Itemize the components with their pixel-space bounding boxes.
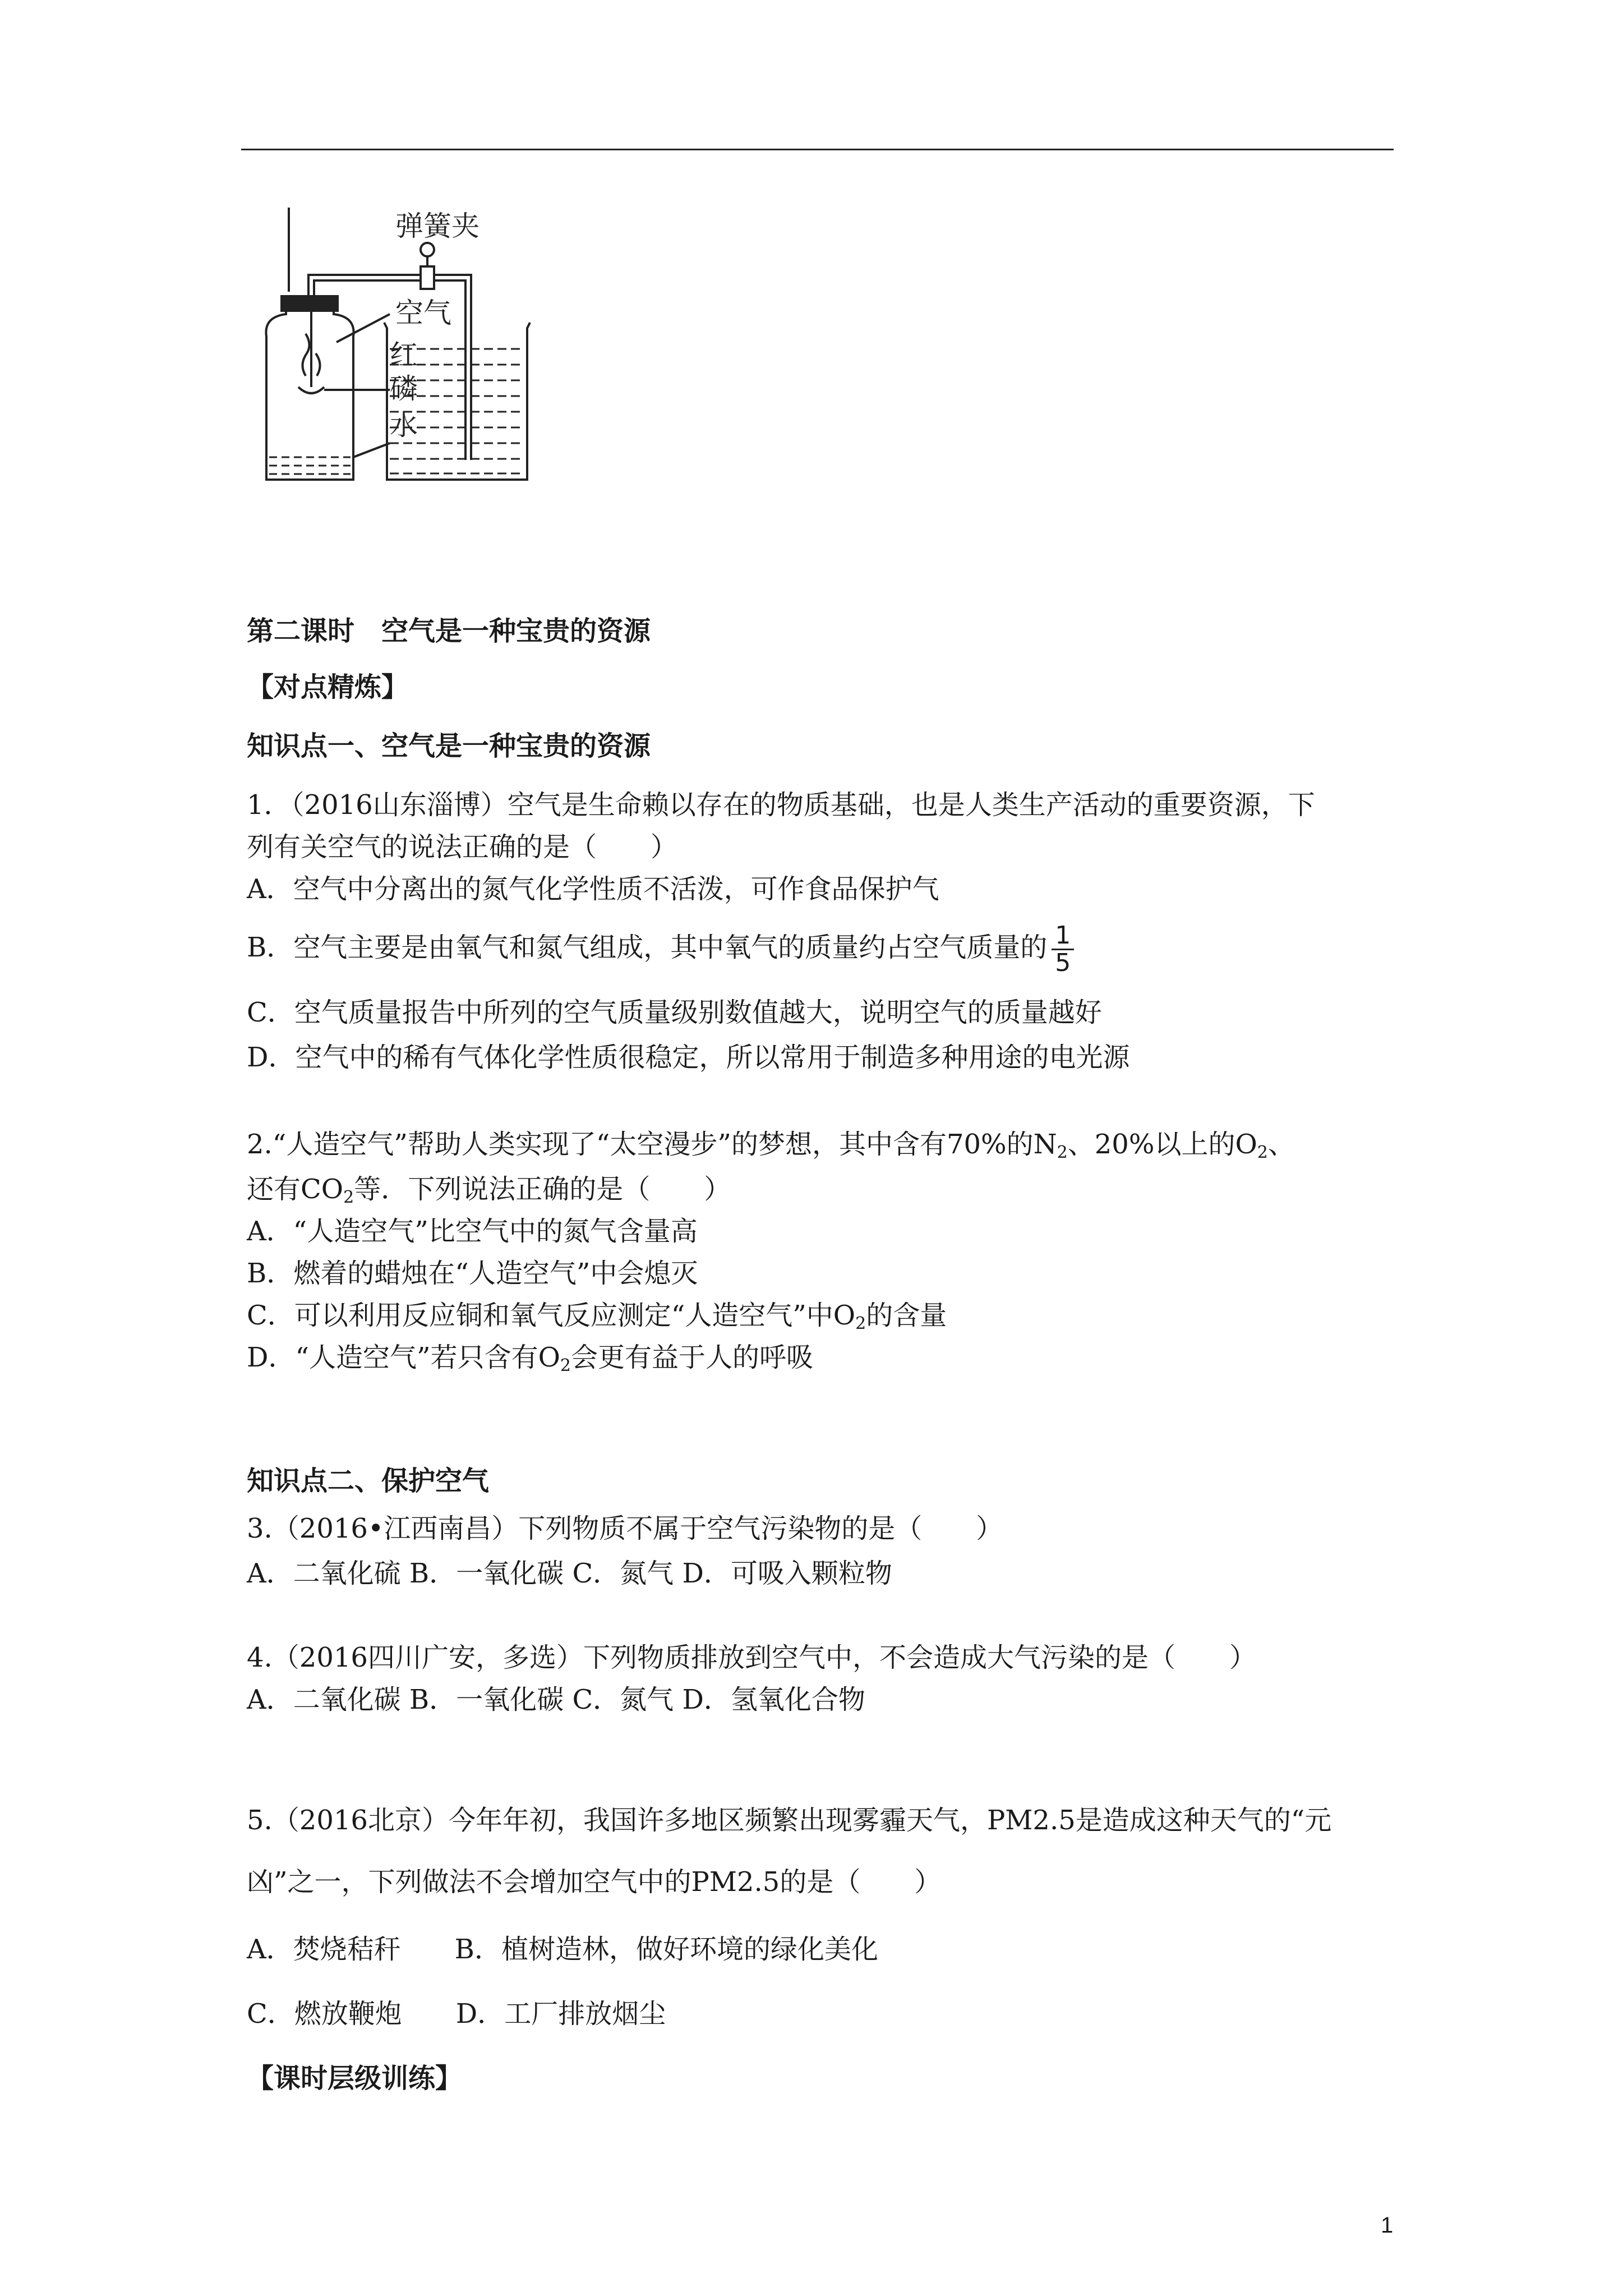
fraction-denominator: 5 bbox=[1055, 949, 1071, 977]
q2-stem-line1 bbox=[247, 1128, 1295, 1161]
q2-option-d-part-b: 会更有益于人的呼吸 bbox=[571, 1342, 814, 1373]
q1-option-a: A．空气中分离出的氮气化学性质不活泼，可作食品保护气 bbox=[247, 873, 939, 905]
q1-option-b bbox=[247, 923, 1074, 976]
q2-option-c-part-a: C．可以利用反应铜和氧气反应测定“人造空气”中O bbox=[247, 1300, 856, 1331]
apparatus-figure bbox=[247, 202, 561, 494]
q4-stem: 4.（2016四川广安，多选）下列物质排放到空气中，不会造成大气污染的是（ ） bbox=[247, 1642, 1256, 1673]
label-red-1: 红 bbox=[390, 339, 418, 371]
q2-option-d-part-a: D．“人造空气”若只含有O bbox=[247, 1342, 560, 1373]
label-red-2: 磷 bbox=[390, 372, 418, 405]
q3-stem: 3.（2016•江西南昌）下列物质不属于空气污染物的是（ ） bbox=[247, 1513, 1003, 1544]
subscript-2: 2 bbox=[343, 1188, 354, 1207]
q1-option-c: C．空气质量报告中所列的空气质量级别数值越大，说明空气的质量越好 bbox=[247, 997, 1102, 1028]
q5-options-ab: A．焚烧秸秆 B．植树造林，做好环境的绿化美化 bbox=[247, 1934, 878, 1965]
q1-stem-line2: 列有关空气的说法正确的是（ ） bbox=[247, 831, 678, 863]
page-number: 1 bbox=[1381, 2213, 1394, 2238]
subscript-2: 2 bbox=[560, 1356, 571, 1375]
label-spring-clip: 弹簧夹 bbox=[395, 210, 479, 242]
q2-stem1-part-a: 2.“人造空气”帮助人类实现了“太空漫步”的梦想，其中含有70%的N bbox=[247, 1129, 1057, 1160]
q2-option-c bbox=[247, 1299, 947, 1332]
q5-stem-line2: 凶”之一，下列做法不会增加空气中的PM2.5的是（ ） bbox=[247, 1866, 942, 1898]
section-title: 第二课时 空气是一种宝贵的资源 bbox=[247, 615, 651, 647]
q2-stem2-part-a: 还有CO bbox=[247, 1174, 344, 1205]
subscript-2: 2 bbox=[1257, 1143, 1268, 1162]
q4-options: A．二氧化碳 B．一氧化碳 C．氮气 D．氢氧化合物 bbox=[247, 1684, 865, 1715]
label-air: 空气 bbox=[395, 297, 451, 329]
q2-stem1-part-b: 、20%以上的O bbox=[1067, 1129, 1257, 1160]
q2-stem-line2 bbox=[247, 1172, 731, 1206]
q1-option-b-text: B．空气主要是由氧气和氮气组成，其中氧气的质量约占空气质量的 bbox=[247, 932, 1048, 963]
red-phosphorus-apparatus-diagram bbox=[247, 202, 561, 494]
q2-option-d bbox=[247, 1341, 813, 1374]
training-heading: 【课时层级训练】 bbox=[247, 2063, 463, 2094]
q5-stem-line1: 5.（2016北京）今年年初，我国许多地区频繁出现雾霾天气，PM2.5是造成这种天气的“元 bbox=[247, 1805, 1332, 1836]
label-water: 水 bbox=[390, 409, 418, 441]
q2-option-c-part-b: 的含量 bbox=[866, 1300, 947, 1331]
q2-stem2-part-b: 等．下列说法正确的是（ ） bbox=[354, 1174, 731, 1205]
knowledge-point-1: 知识点一、空气是一种宝贵的资源 bbox=[247, 730, 651, 762]
header-rule bbox=[241, 149, 1394, 150]
practice-heading: 【对点精炼】 bbox=[247, 671, 409, 703]
knowledge-point-2: 知识点二、保护空气 bbox=[247, 1465, 490, 1497]
fraction-numerator: 1 bbox=[1052, 923, 1074, 950]
subscript-2: 2 bbox=[855, 1314, 866, 1333]
q2-stem1-part-c: 、 bbox=[1267, 1129, 1295, 1160]
q3-options: A．二氧化硫 B．一氧化碳 C．氮气 D．可吸入颗粒物 bbox=[247, 1558, 892, 1589]
q2-option-b: B．燃着的蜡烛在“人造空气”中会熄灭 bbox=[247, 1258, 698, 1289]
q5-options-cd: C．燃放鞭炮 D．工厂排放烟尘 bbox=[247, 1998, 666, 2030]
q2-option-a: A．“人造空气”比空气中的氮气含量高 bbox=[247, 1216, 698, 1247]
q1-option-d: D．空气中的稀有气体化学性质很稳定，所以常用于制造多种用途的电光源 bbox=[247, 1042, 1130, 1073]
fraction-one-fifth bbox=[1052, 923, 1074, 976]
q1-stem-line1: 1．（2016山东淄博）空气是生命赖以存在的物质基础，也是人类生产活动的重要资源，下 bbox=[247, 789, 1315, 821]
subscript-2: 2 bbox=[1057, 1143, 1068, 1162]
